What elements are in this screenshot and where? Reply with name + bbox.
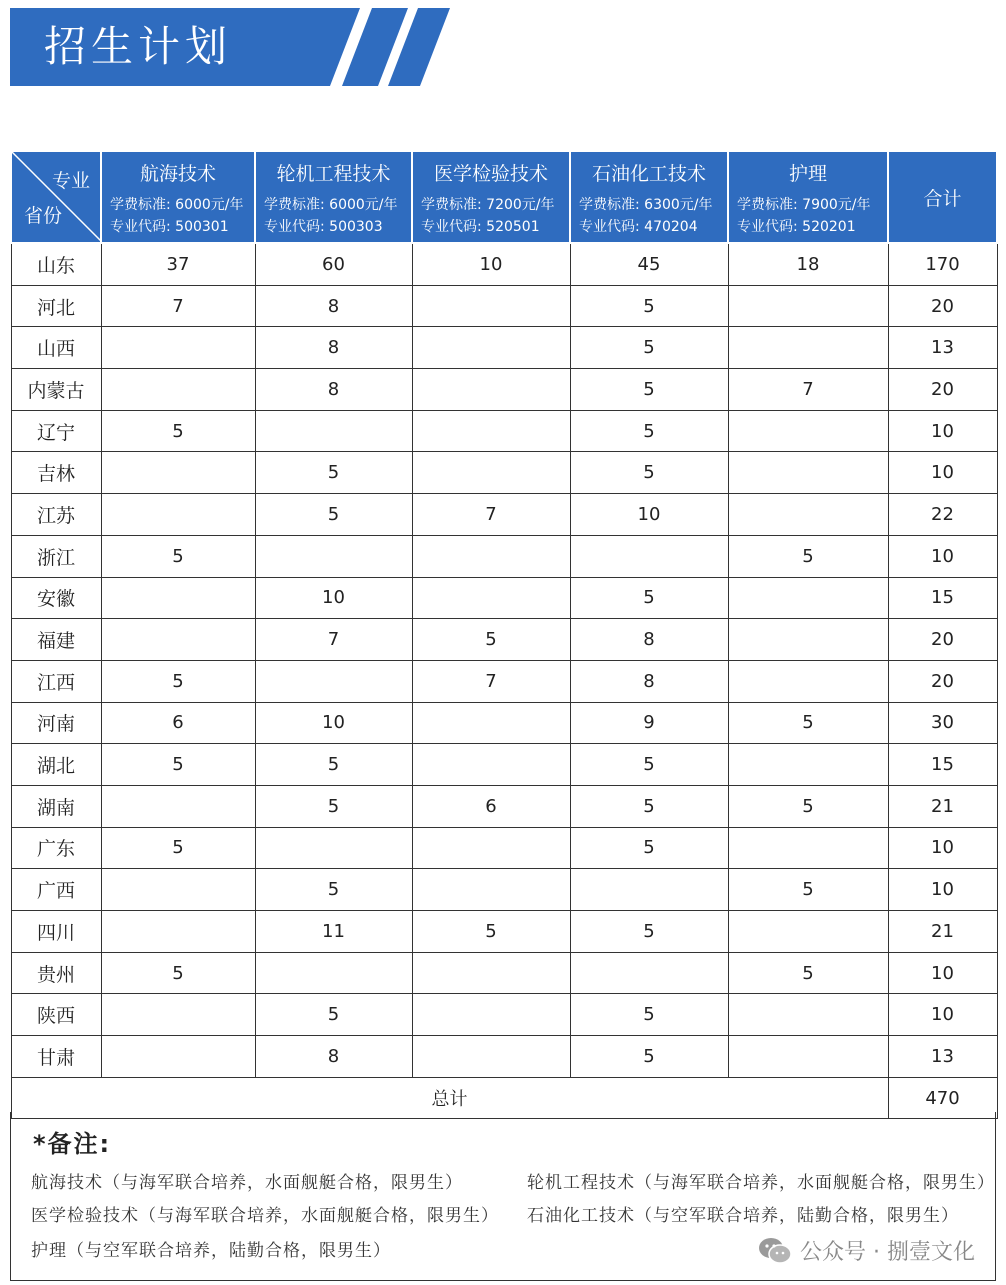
quota-cell: 5	[728, 535, 888, 577]
quota-cell: 10	[570, 494, 728, 536]
table-body	[11, 243, 997, 1119]
quota-cell	[255, 660, 412, 702]
province-cell: 河南	[11, 702, 101, 744]
province-cell: 广西	[11, 869, 101, 911]
quota-cell: 5	[570, 369, 728, 411]
table-row	[11, 911, 997, 953]
quota-cell: 8	[255, 369, 412, 411]
table-row	[11, 577, 997, 619]
watermark-text: 公众号 · 捌壹文化	[800, 1240, 975, 1265]
quota-cell	[101, 785, 255, 827]
row-total-cell: 15	[888, 744, 997, 786]
quota-cell	[728, 577, 888, 619]
quota-cell	[728, 994, 888, 1036]
major-header	[101, 151, 255, 243]
remark-item: 航海技术（与海军联合培养，水面舰艇合格，限男生）	[31, 1173, 463, 1193]
quota-cell	[101, 869, 255, 911]
major-code: 专业代码: 470204	[579, 218, 698, 235]
quota-cell	[101, 1036, 255, 1078]
quota-cell: 5	[570, 1036, 728, 1078]
quota-cell: 8	[570, 660, 728, 702]
quota-cell	[728, 494, 888, 536]
province-cell: 湖北	[11, 744, 101, 786]
quota-cell	[412, 285, 570, 327]
table-row	[11, 410, 997, 452]
remarks-title: *备注:	[33, 1130, 112, 1158]
quota-cell	[728, 619, 888, 661]
quota-cell: 5	[412, 911, 570, 953]
province-cell: 江西	[11, 660, 101, 702]
quota-cell	[101, 994, 255, 1036]
province-cell: 河北	[11, 285, 101, 327]
row-total-cell: 10	[888, 452, 997, 494]
quota-cell	[255, 410, 412, 452]
major-name: 轮机工程技术	[276, 162, 391, 185]
quota-cell	[570, 869, 728, 911]
quota-cell: 5	[570, 577, 728, 619]
table-row	[11, 1036, 997, 1078]
row-total-cell: 20	[888, 285, 997, 327]
quota-cell: 5	[570, 452, 728, 494]
quota-cell: 8	[255, 327, 412, 369]
quota-cell	[728, 285, 888, 327]
quota-cell: 5	[728, 869, 888, 911]
quota-cell	[570, 535, 728, 577]
table-row	[11, 869, 997, 911]
quota-cell: 10	[412, 243, 570, 285]
province-cell: 吉林	[11, 452, 101, 494]
quota-cell: 45	[570, 243, 728, 285]
row-total-cell: 170	[888, 243, 997, 285]
quota-cell	[412, 994, 570, 1036]
quota-cell: 5	[255, 744, 412, 786]
row-total-cell: 15	[888, 577, 997, 619]
remark-item: 石油化工技术（与空军联合培养，陆勤合格，限男生）	[527, 1206, 959, 1226]
province-cell: 山西	[11, 327, 101, 369]
major-fee: 学费标准: 7200元/年	[421, 196, 555, 213]
quota-cell: 7	[728, 369, 888, 411]
quota-cell: 5	[728, 785, 888, 827]
table-row	[11, 369, 997, 411]
row-total-cell: 21	[888, 911, 997, 953]
major-header	[728, 151, 888, 243]
quota-cell: 5	[728, 702, 888, 744]
row-total-cell: 30	[888, 702, 997, 744]
quota-cell	[412, 577, 570, 619]
quota-cell	[728, 452, 888, 494]
quota-cell	[570, 952, 728, 994]
quota-cell	[412, 1036, 570, 1078]
province-cell: 陕西	[11, 994, 101, 1036]
row-total-cell: 20	[888, 369, 997, 411]
quota-cell: 6	[101, 702, 255, 744]
province-cell: 江苏	[11, 494, 101, 536]
quota-cell: 9	[570, 702, 728, 744]
row-total-cell: 21	[888, 785, 997, 827]
quota-cell: 18	[728, 243, 888, 285]
page-title: 招生计划	[44, 22, 233, 71]
quota-cell	[412, 744, 570, 786]
quota-cell	[412, 952, 570, 994]
quota-cell	[412, 369, 570, 411]
province-cell: 安徽	[11, 577, 101, 619]
row-total-cell: 10	[888, 994, 997, 1036]
table-row	[11, 535, 997, 577]
table-row	[11, 619, 997, 661]
header-row	[11, 151, 997, 243]
province-cell: 内蒙古	[11, 369, 101, 411]
quota-cell	[101, 911, 255, 953]
major-fee: 学费标准: 6300元/年	[579, 196, 713, 213]
row-total-cell: 13	[888, 327, 997, 369]
quota-cell: 5	[255, 452, 412, 494]
quota-cell	[728, 911, 888, 953]
quota-cell: 5	[570, 827, 728, 869]
quota-cell: 5	[101, 744, 255, 786]
major-name: 护理	[788, 162, 827, 185]
quota-cell	[412, 535, 570, 577]
quota-cell: 5	[255, 869, 412, 911]
grand-total-label: 总计	[11, 1077, 888, 1119]
remark-item: 护理（与空军联合培养，陆勤合格，限男生）	[31, 1241, 391, 1261]
quota-cell: 5	[101, 410, 255, 452]
major-name: 航海技术	[139, 162, 216, 185]
quota-cell	[412, 410, 570, 452]
quota-cell	[728, 660, 888, 702]
grand-total-value: 470	[888, 1077, 997, 1119]
row-total-cell: 10	[888, 535, 997, 577]
table-row	[11, 994, 997, 1036]
table-row	[11, 327, 997, 369]
watermark	[758, 1235, 975, 1266]
province-cell: 辽宁	[11, 410, 101, 452]
quota-cell: 10	[255, 702, 412, 744]
quota-cell: 8	[255, 1036, 412, 1078]
corner-province-label: 省份	[24, 205, 63, 227]
province-cell: 湖南	[11, 785, 101, 827]
row-total-cell: 13	[888, 1036, 997, 1078]
quota-cell	[728, 1036, 888, 1078]
quota-cell: 37	[101, 243, 255, 285]
major-header	[255, 151, 412, 243]
remarks-box	[10, 1112, 996, 1281]
quota-cell: 8	[570, 619, 728, 661]
province-cell: 四川	[11, 911, 101, 953]
quota-cell	[412, 827, 570, 869]
enrollment-table	[10, 150, 998, 1119]
quota-cell: 7	[412, 660, 570, 702]
corner-major-label: 专业	[51, 170, 90, 192]
quota-cell	[101, 577, 255, 619]
remark-item: 轮机工程技术（与海军联合培养，水面舰艇合格，限男生）	[527, 1173, 995, 1193]
quota-cell: 7	[255, 619, 412, 661]
quota-cell: 5	[570, 994, 728, 1036]
quota-cell: 60	[255, 243, 412, 285]
quota-cell	[412, 327, 570, 369]
row-total-cell: 20	[888, 619, 997, 661]
province-cell: 福建	[11, 619, 101, 661]
row-total-cell: 20	[888, 660, 997, 702]
quota-cell: 5	[570, 785, 728, 827]
major-code: 专业代码: 520501	[421, 218, 540, 235]
quota-cell	[101, 327, 255, 369]
quota-cell: 6	[412, 785, 570, 827]
quota-cell: 5	[101, 535, 255, 577]
page-banner	[10, 8, 450, 86]
quota-cell	[412, 452, 570, 494]
row-total-cell: 10	[888, 869, 997, 911]
major-fee: 学费标准: 6000元/年	[264, 196, 398, 213]
wechat-icon	[758, 1237, 792, 1265]
table-row	[11, 243, 997, 285]
quota-cell: 5	[101, 952, 255, 994]
row-total-cell: 10	[888, 827, 997, 869]
major-code: 专业代码: 500301	[110, 218, 229, 235]
major-name: 石油化工技术	[591, 162, 706, 185]
quota-cell: 5	[101, 660, 255, 702]
quota-cell: 5	[255, 994, 412, 1036]
quota-cell	[101, 452, 255, 494]
row-total-cell: 10	[888, 952, 997, 994]
quota-cell: 10	[255, 577, 412, 619]
province-cell: 广东	[11, 827, 101, 869]
quota-cell	[728, 327, 888, 369]
quota-cell	[412, 702, 570, 744]
quota-cell	[728, 410, 888, 452]
province-cell: 甘肃	[11, 1036, 101, 1078]
table-row	[11, 285, 997, 327]
table-row	[11, 702, 997, 744]
table-row	[11, 744, 997, 786]
major-code: 专业代码: 520201	[737, 218, 856, 235]
row-total-cell: 22	[888, 494, 997, 536]
major-header	[412, 151, 570, 243]
quota-cell	[101, 494, 255, 536]
table-row	[11, 660, 997, 702]
quota-cell	[412, 869, 570, 911]
quota-cell	[101, 369, 255, 411]
corner-header	[11, 151, 101, 243]
major-fee: 学费标准: 6000元/年	[110, 196, 244, 213]
quota-cell: 8	[255, 285, 412, 327]
province-cell: 浙江	[11, 535, 101, 577]
quota-cell: 7	[101, 285, 255, 327]
quota-cell: 5	[255, 785, 412, 827]
quota-cell: 5	[570, 285, 728, 327]
total-header: 合计	[888, 151, 997, 243]
quota-cell: 5	[101, 827, 255, 869]
quota-cell: 5	[255, 494, 412, 536]
major-header	[570, 151, 728, 243]
major-code: 专业代码: 500303	[264, 218, 383, 235]
quota-cell: 5	[570, 327, 728, 369]
major-name: 医学检验技术	[433, 162, 548, 185]
table-row	[11, 452, 997, 494]
quota-cell: 7	[412, 494, 570, 536]
province-cell: 山东	[11, 243, 101, 285]
quota-cell	[728, 744, 888, 786]
quota-cell	[255, 827, 412, 869]
major-fee: 学费标准: 7900元/年	[737, 196, 871, 213]
table-row	[11, 952, 997, 994]
quota-cell: 5	[412, 619, 570, 661]
quota-cell: 5	[570, 911, 728, 953]
quota-cell	[255, 952, 412, 994]
quota-cell	[728, 827, 888, 869]
quota-cell: 11	[255, 911, 412, 953]
row-total-cell: 10	[888, 410, 997, 452]
quota-cell: 5	[570, 410, 728, 452]
table-row	[11, 494, 997, 536]
table-row	[11, 785, 997, 827]
table-row	[11, 827, 997, 869]
quota-cell	[101, 619, 255, 661]
quota-cell: 5	[728, 952, 888, 994]
remark-item: 医学检验技术（与海军联合培养，水面舰艇合格，限男生）	[31, 1206, 499, 1226]
quota-cell	[255, 535, 412, 577]
quota-cell: 5	[570, 744, 728, 786]
province-cell: 贵州	[11, 952, 101, 994]
